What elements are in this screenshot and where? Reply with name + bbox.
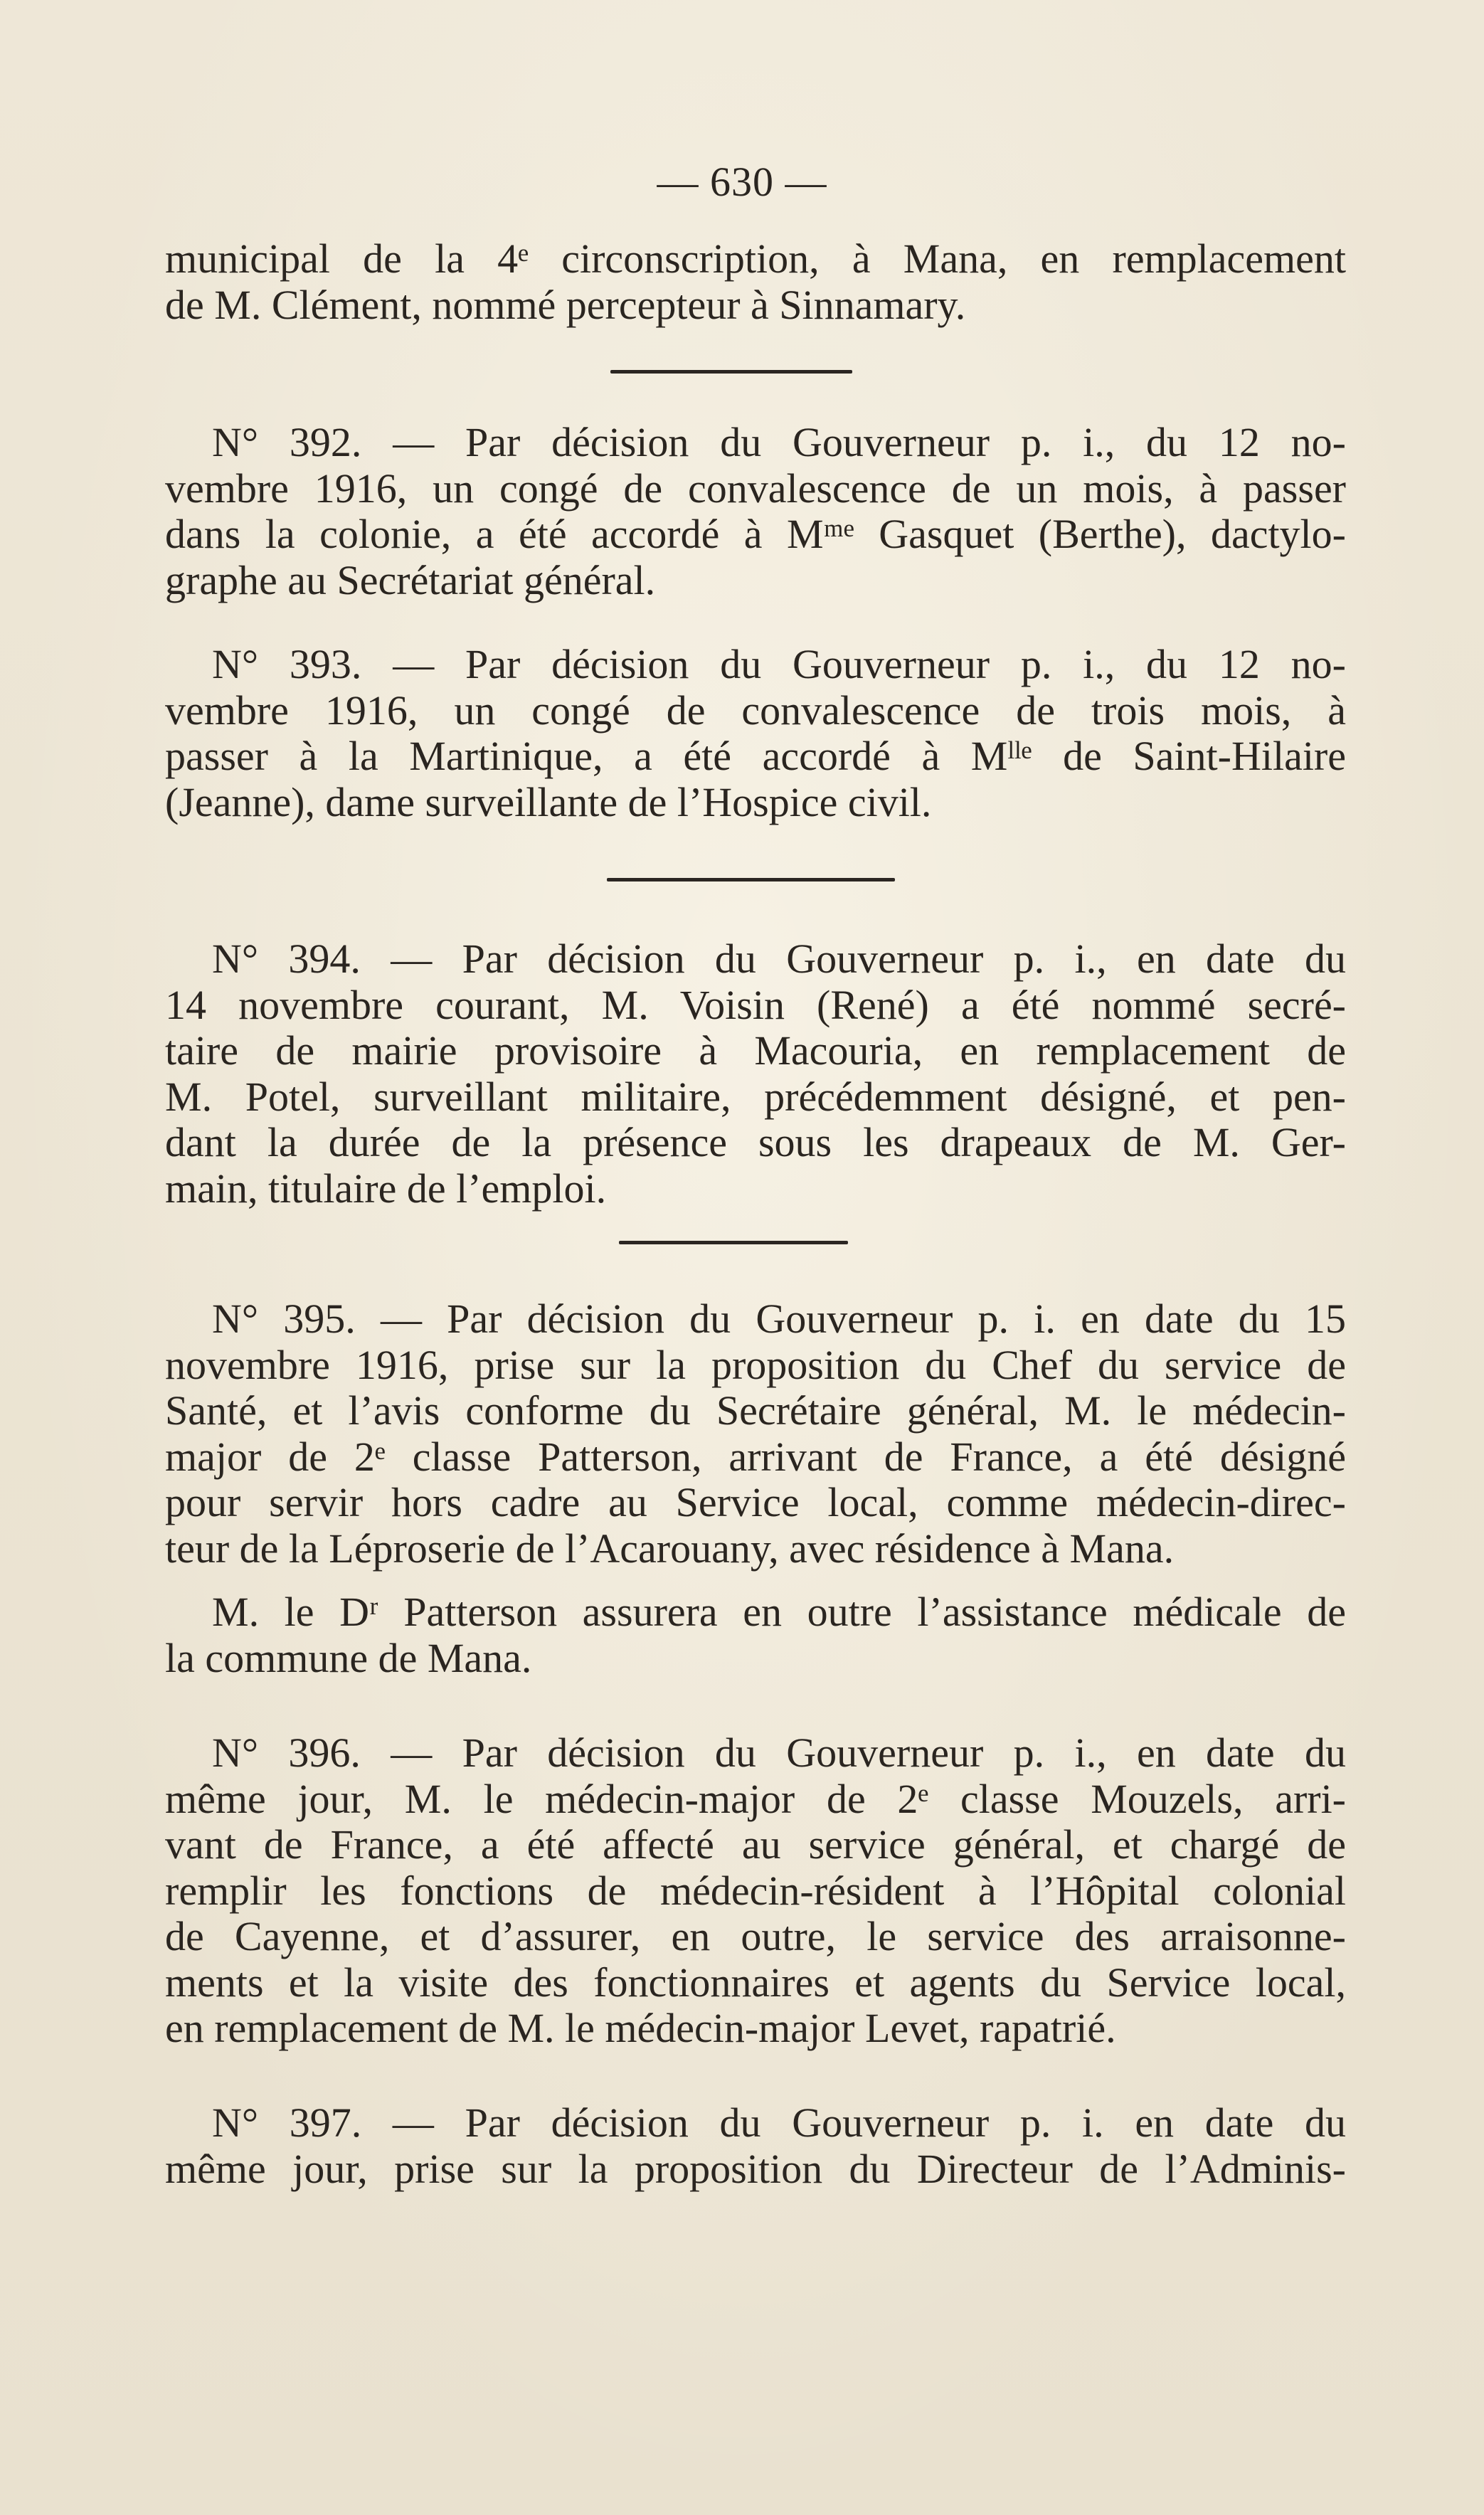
text-line: même jour, prise sur la proposition du Directeur de l’Adminis- xyxy=(165,2145,1346,2192)
paragraph-decision-396 xyxy=(165,1730,1346,2052)
paragraph-patterson-note xyxy=(165,1589,1346,1681)
text-line: vembre 1916, un congé de convalescence de un mois, à passer xyxy=(165,465,1346,512)
text-line: M. Potel, surveillant militaire, précédemment désigné, et pen- xyxy=(165,1073,1346,1120)
text-line: municipal de la 4ᵉ circonscription, à Mana, en remplacement xyxy=(165,235,1346,282)
text-line: dans la colonie, a été accordé à Mᵐᵉ Gasquet (Berthe), dactylo- xyxy=(165,511,1346,557)
text-line: major de 2ᵉ classe Patterson, arrivant de France, a été désigné xyxy=(165,1433,1346,1480)
paragraph-decision-392 xyxy=(165,420,1346,603)
text-line: N° 397. — Par décision du Gouverneur p. i. en date du xyxy=(212,2100,1346,2146)
paragraph-decision-393 xyxy=(165,642,1346,825)
text-line: N° 392. — Par décision du Gouverneur p. i., du 12 no- xyxy=(212,419,1346,465)
text-line: la commune de Mana. xyxy=(165,1634,532,1681)
text-line: 14 novembre courant, M. Voisin (René) a été nommé secré- xyxy=(165,981,1346,1028)
paragraph-decision-397 xyxy=(165,2100,1346,2192)
text-line: même jour, M. le médecin-major de 2ᵉ classe Mouzels, arri- xyxy=(165,1775,1346,1822)
text-line: dant la durée de la présence sous les drapeaux de M. Ger- xyxy=(165,1119,1346,1165)
text-line: ments et la visite des fonctionnaires et agents du Service local, xyxy=(165,1959,1346,2006)
paragraph-decision-395 xyxy=(165,1296,1346,1572)
text-line: N° 396. — Par décision du Gouverneur p. i., en date du xyxy=(212,1730,1346,1776)
paragraph-continuation xyxy=(165,236,1346,328)
text-line: (Jeanne), dame surveillante de l’Hospice civil. xyxy=(165,778,932,825)
text-line: M. le Dʳ Patterson assurera en outre l’assistance médicale de xyxy=(212,1589,1346,1635)
text-line: graphe au Secrétariat général. xyxy=(165,556,656,603)
text-line: pour servir hors cadre au Service local, comme médecin-direc- xyxy=(165,1479,1346,1525)
text-line: de M. Clément, nommé percepteur à Sinnamary. xyxy=(165,281,966,328)
text-line: N° 395. — Par décision du Gouverneur p. i. en date du 15 xyxy=(212,1296,1346,1342)
page-number: — 630 — xyxy=(657,159,827,205)
text-line: passer à la Martinique, a été accordé à Mˡˡᵉ de Saint-Hilaire xyxy=(165,733,1346,779)
section-divider xyxy=(607,878,895,881)
text-line: en remplacement de M. le médecin-major Levet, rapatrié. xyxy=(165,2005,1116,2051)
text-line: vant de France, a été affecté au service général, et chargé de xyxy=(165,1821,1346,1868)
section-divider xyxy=(610,370,852,374)
text-line: novembre 1916, prise sur la proposition du Chef du service de xyxy=(165,1341,1346,1388)
section-divider xyxy=(619,1241,848,1244)
text-line: N° 393. — Par décision du Gouverneur p. i., du 12 no- xyxy=(212,641,1346,687)
text-line: N° 394. — Par décision du Gouverneur p. i., en date du xyxy=(212,936,1346,982)
text-line: taire de mairie provisoire à Macouria, en remplacement de xyxy=(165,1027,1346,1074)
text-line: de Cayenne, et d’assurer, en outre, le service des arraisonne- xyxy=(165,1913,1346,1959)
text-line: teur de la Léproserie de l’Acarouany, avec résidence à Mana. xyxy=(165,1525,1175,1572)
text-line: remplir les fonctions de médecin-résident à l’Hôpital colonial xyxy=(165,1867,1346,1914)
text-line: Santé, et l’avis conforme du Secrétaire général, M. le médecin- xyxy=(165,1387,1346,1434)
paragraph-decision-394 xyxy=(165,936,1346,1212)
text-line: main, titulaire de l’emploi. xyxy=(165,1165,607,1212)
text-line: vembre 1916, un congé de convalescence de trois mois, à xyxy=(165,687,1346,734)
